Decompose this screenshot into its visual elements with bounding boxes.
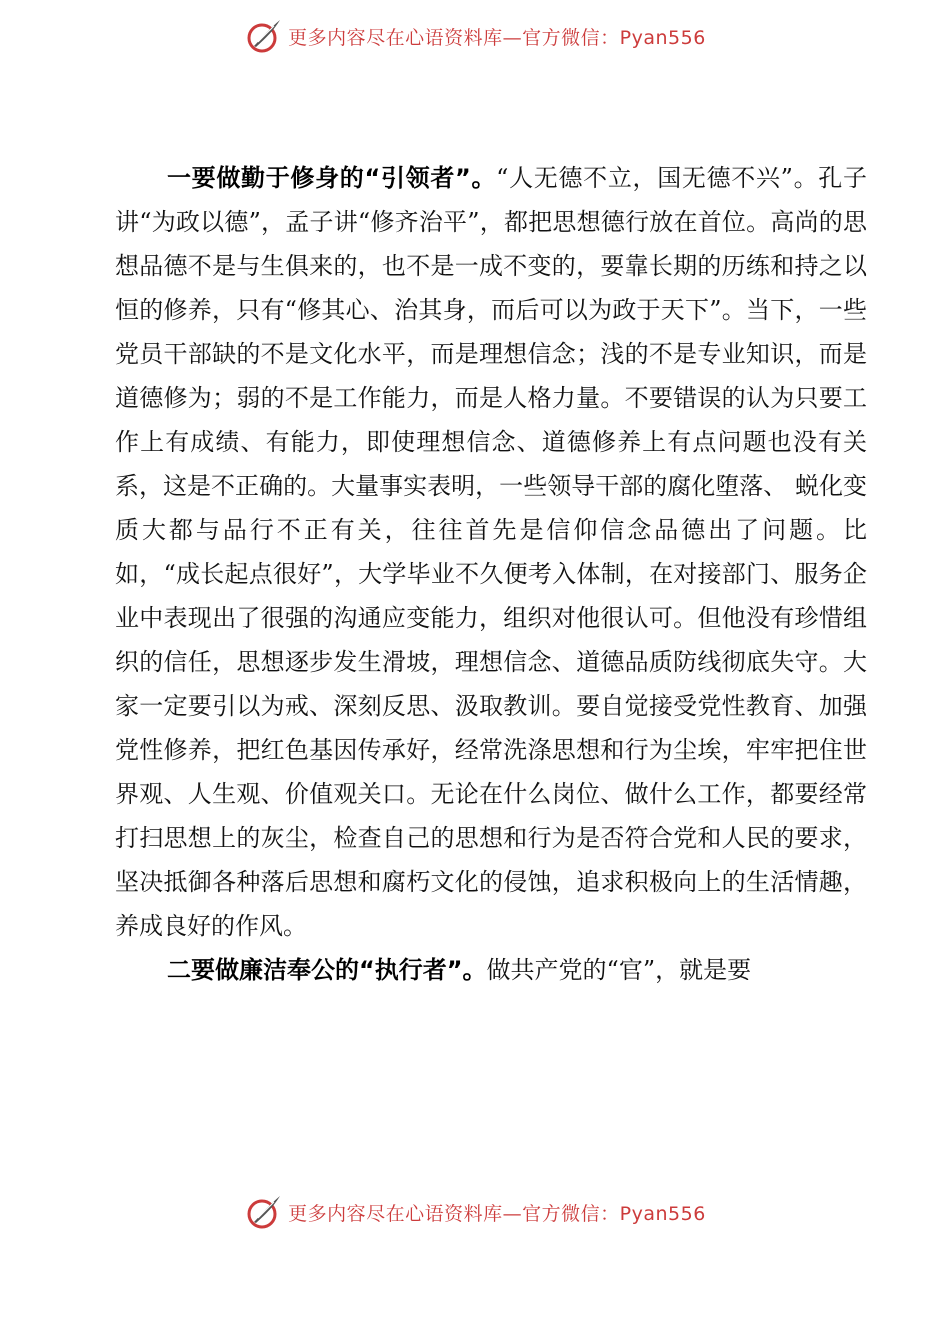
header-banner-label: 更多内容尽在心语资料库—官方微信：	[288, 26, 620, 49]
footer-banner	[0, 1190, 950, 1234]
paragraph-2-body: 做共产党的“官”，就是要	[486, 956, 752, 984]
footer-banner-label: 更多内容尽在心语资料库—官方微信：	[288, 1202, 620, 1225]
paragraph-2	[115, 948, 867, 992]
paragraph-1-body: “人无德不立，国无德不兴”。孔子讲“为政以德”，孟子讲“修齐治平”，都把思想德行放在首位。高尚的思想品德不是与生俱来的，也不是一成不变的，要靠长期的历练和持之以恒的修养，只有“修其心、治其身，而后可以为政于天下”。当下，一些党员干部缺的不是文化水平，而是理想信念；浅的不是专业知识，而是道德修为；弱的不是工作能力，而是人格力量。不要错误的认为只要工作上有成绩、有能力，即使理想信念、道德修养上有点问题也没有关系，这是不正确的。大量事实表明，一些领导干部的腐化堕落、 蜕化变质大都与品行不正有关，往往首先是信仰信念品德出了问题。比如，“成长起点很好”，大学毕业不久便考入体制，在对接部门、服务企业中表现出了很强的沟通应变能力，组织对他很认可。但他没有珍惜组织的信任，思想逐步发生滑坡，理想信念、道德品质防线彻底失守。大家一定要引以为戒、深刻反思、汲取教训。要自觉接受党性教育、加强党性修养，把红色基因传承好，经常洗涤思想和行为尘埃，牢牢把住世界观、人生观、价值观关口。无论在什么岗位、做什么工作，都要经常打扫思想上的灰尘，检查自己的思想和行为是否符合党和人民的要求，坚决抵御各种落后思想和腐朽文化的侵蚀，追求积极向上的生活情趣，养成良好的作风。	[115, 164, 867, 940]
document-body	[115, 156, 867, 992]
header-banner	[0, 14, 950, 58]
quill-logo-icon	[244, 1192, 284, 1232]
paragraph-1	[115, 156, 867, 948]
header-banner-id: Pyan556	[619, 26, 706, 49]
paragraph-1-lead: 一要做勤于修身的“引领者”。	[167, 164, 497, 192]
quill-logo-icon	[244, 16, 284, 56]
paragraph-2-lead: 二要做廉洁奉公的“执行者”。	[167, 956, 487, 984]
footer-banner-id: Pyan556	[619, 1202, 706, 1225]
footer-banner-text	[288, 1199, 706, 1226]
header-banner-text	[288, 23, 706, 50]
